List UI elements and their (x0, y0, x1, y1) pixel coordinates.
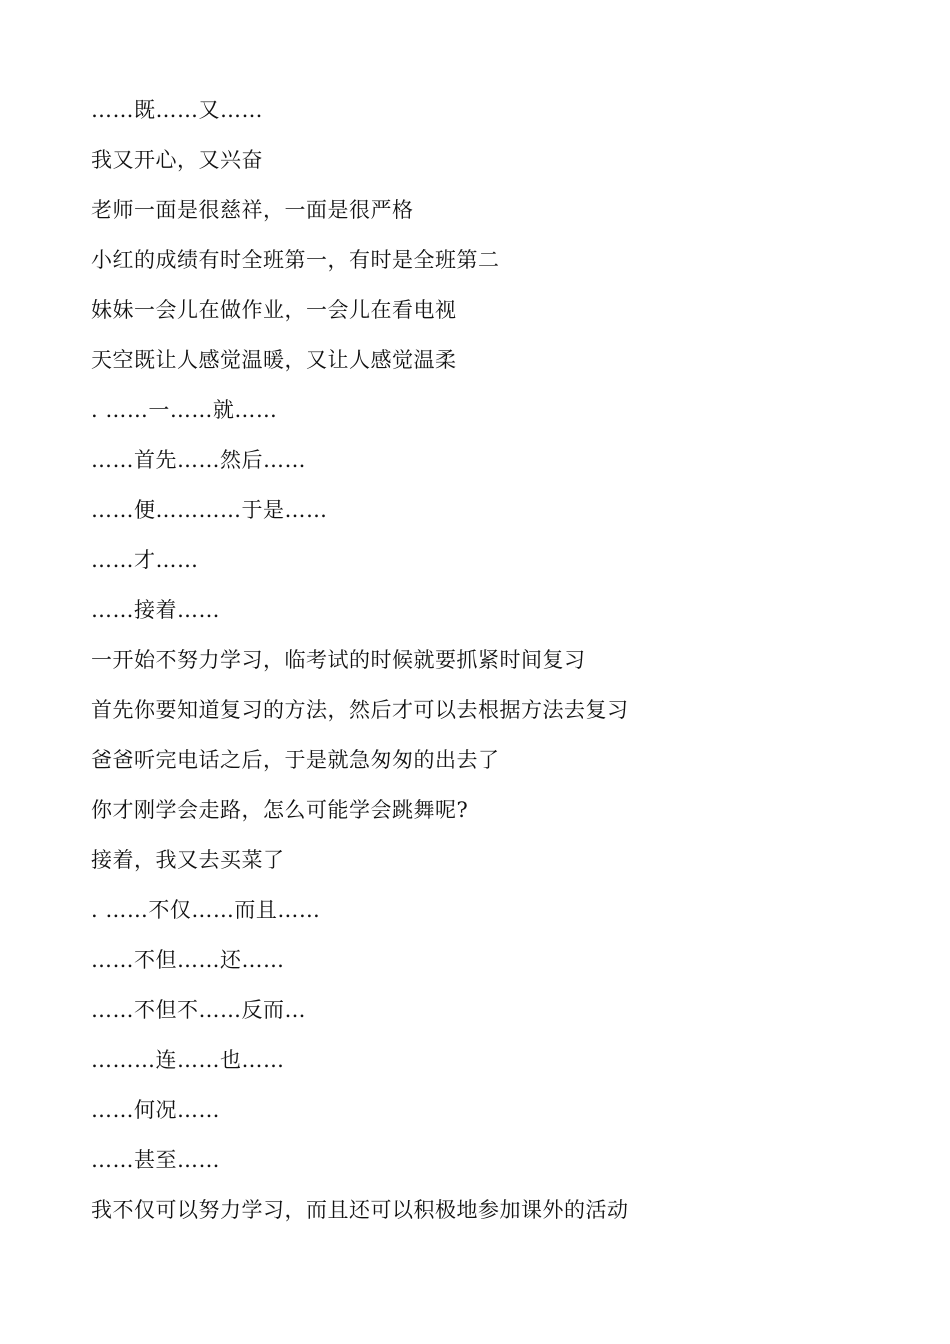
text-line: . ……一……就…… (91, 398, 278, 422)
document-body (91, 92, 891, 1242)
text-line: ……首先……然后…… (91, 448, 306, 472)
text-line: 我又开心，又兴奋 (91, 148, 263, 172)
text-line: ……何况…… (91, 1098, 220, 1122)
text-line: ……不但不……反而… (91, 998, 306, 1022)
text-line: 你才刚学会走路，怎么可能学会跳舞呢? (91, 798, 469, 822)
text-line: ……便…………于是…… (91, 498, 328, 522)
text-line: 天空既让人感觉温暖，又让人感觉温柔 (91, 348, 457, 372)
text-line: ……既……又…… (91, 98, 263, 122)
text-line: ……才…… (91, 548, 199, 572)
text-line: ……接着…… (91, 598, 220, 622)
text-line: ……不但……还…… (91, 948, 285, 972)
text-line: 接着，我又去买菜了 (91, 848, 285, 872)
text-line: 老师一面是很慈祥，一面是很严格 (91, 198, 414, 222)
text-line: 首先你要知道复习的方法，然后才可以去根据方法去复习 (91, 698, 629, 722)
text-line: ……甚至…… (91, 1148, 220, 1172)
text-line: 我不仅可以努力学习，而且还可以积极地参加课外的活动 (91, 1198, 629, 1222)
text-line: 爸爸听完电话之后，于是就急匆匆的出去了 (91, 748, 500, 772)
text-line: . ……不仅……而且…… (91, 898, 321, 922)
text-line: 妹妹一会儿在做作业，一会儿在看电视 (91, 298, 457, 322)
text-line: ………连……也…… (91, 1048, 285, 1072)
text-line: 一开始不努力学习，临考试的时候就要抓紧时间复习 (91, 648, 586, 672)
text-line: 小红的成绩有时全班第一，有时是全班第二 (91, 248, 500, 272)
